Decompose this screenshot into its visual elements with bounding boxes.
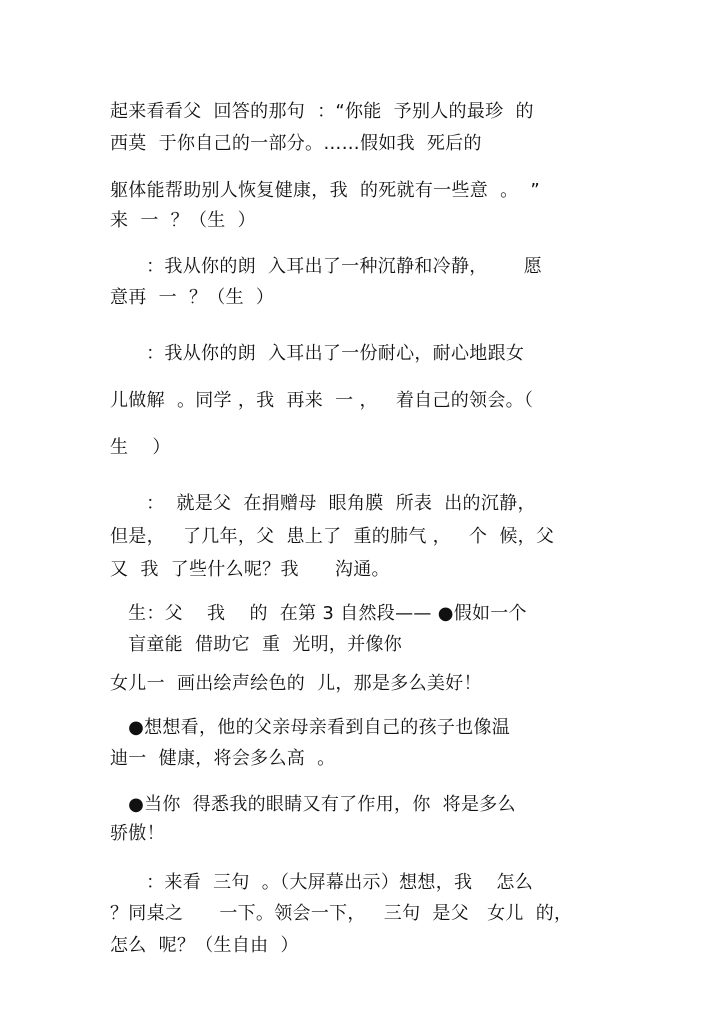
text-line: ：我从你的朗 入耳出了一份耐心，耐心地跟女 [110,343,525,364]
text-line: 盲童能 借助它 重 光明，并像你 [110,634,403,655]
text-line: 意再 一 ？（生 ） [110,287,275,308]
text-line: 又 我 了些什么呢？我 沟通。 [110,559,390,580]
text-line: ：我从你的朗 入耳出了一种沉静和冷静， 愿 [110,256,543,277]
text-line: ？同桌之 一下。领会一下， 三句 是父 女儿 的， [110,903,573,924]
text-line: 儿做解 。同学 ，我 再来 一 ， 着自己的领会。（ [110,390,534,411]
text-line: 女儿一 画出绘声绘色的 儿，那是多么美好！ [110,673,482,694]
text-line: ●想想看，他的父亲母亲看到自己的孩子也像温 [110,717,511,738]
text-line: 生 ） [110,437,171,458]
text-line: 生：父 我 的 在第 3 自然段—— ●假如一个 [110,603,527,624]
text-line: 但是， 了几年，父 患上了 重的肺气 ， 个 候，父 [110,526,555,547]
text-line: 躯体能帮助别人恢复健康，我 的死就有一些意 。 ” [110,180,541,201]
text-line: ：来看 三句 。（大屏幕出示）想想，我 怎么 [110,872,534,893]
text-line: ： 就是父 在捐赠母 眼角膜 所表 出的沉静， [110,493,536,514]
text-line: 起来看看父 回答的那句 ：“你能 予别人的最珍 的 [110,101,534,122]
text-line: ●当你 得悉我的眼睛又有了作用，你 将是多么 [110,794,516,815]
text-line: 骄傲！ [110,823,165,844]
text-line: 西莫 于你自己的一部分。……假如我 死后的 [110,133,482,154]
text-line: 怎么 呢？（生自由 ） [110,935,299,956]
text-line: 迪一 健康，将会多么高 。 [110,748,336,769]
text-line: 来 一 ？（生 ） [110,210,256,231]
